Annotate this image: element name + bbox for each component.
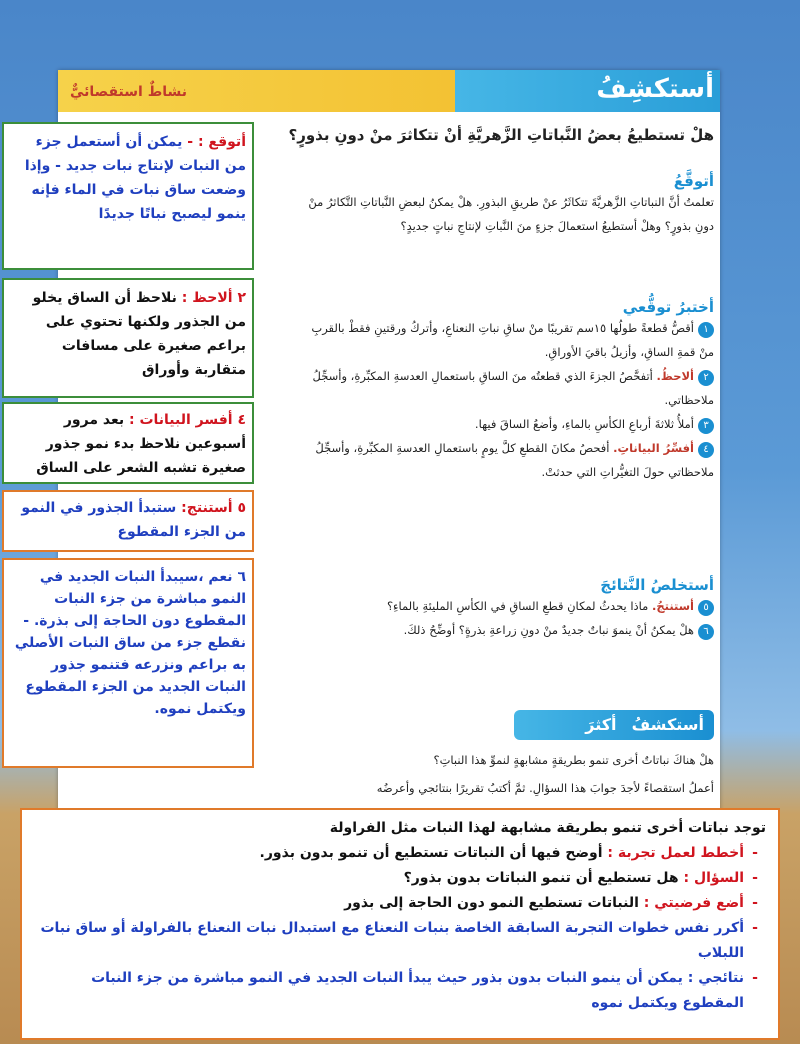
predict-text: تعلمتُ أنَّ النباتاتِ الزَّهريَّةَ تتكاثَرُ عنْ طريقِ البذورِ. هلْ يمكنُ لبعضِ النَّباتاتِ التَّكاثرُ منْ دونِ بذورٍ؟ وهلْ أستطيعُ استعمالَ جزءٍ منَ النَّباتِ لإنتاجِ نباتٍ جديدٍ؟ <box>308 195 714 233</box>
box-text: ستبدأ الجذور في النمو من الجزء المقطوع <box>21 500 246 540</box>
list-item: - أخطط لعمل تجربة : أوضح فيها أن النباتات تستطيع أن تنمو بدون بذور. <box>259 845 758 861</box>
step-item: ٣أملأُ ثلاثةَ أرباعِ الكأسِ بالماءِ، وأضعُ الساقَ فيها. <box>304 412 714 436</box>
conclude-heading: أستخلصُ النَّتائجَ <box>600 576 714 594</box>
box-number: ٤ <box>237 412 246 428</box>
box-label: ألاحظ : <box>181 290 233 306</box>
answer-box-explore-more <box>20 808 780 1040</box>
test-heading: أختبرُ توقُّعي <box>622 298 714 316</box>
answer-box-interpret <box>2 402 254 484</box>
answer-box-predict <box>2 122 254 270</box>
answer-box-conclude <box>2 490 254 552</box>
box-text: بعد مرور أسبوعين نلاحظ بدء نمو جذور صغيرة تشبه الشعر على الساق <box>36 412 246 476</box>
box-text: يمكن أن أستعمل جزء من النبات لإنتاج نبات جديد - وإذا وضعت ساق نبات في الماء فإنه ينمو ليصبح نباتًا جديدًا <box>24 134 246 222</box>
explore-more-text: أعملُ استقصاءً لأجدَ جوابَ هذا السؤالِ. ثمَّ أكتبُ تقريرًا بنتائجي وأعرضُه <box>376 781 714 795</box>
explore-more-question: هلْ هناكَ نباتاتٌ أخرى تنمو بطريقةٍ مشابهةٍ لنموِّ هذا النباتِ؟ <box>433 753 714 767</box>
header-title: أستكشِفُ <box>596 74 714 104</box>
box-intro: توجد نباتات أخرى تنمو بطريقة مشابهة لهذا النبات مثل الفراولة <box>329 820 766 836</box>
box-number: ٢ <box>237 290 246 306</box>
test-section <box>304 298 714 484</box>
predict-section <box>304 172 714 238</box>
step-item: ٢ألاحظُ. أتفحَّصُ الجزءَ الذي قطعتُه منَ الساقِ باستعمالِ العدسةِ المكبِّرةِ، وأسجِّلُ ملاحظاتي. <box>312 369 714 407</box>
answer-box-observe <box>2 278 254 398</box>
box-label: أستنتج: <box>181 500 233 516</box>
box-label: أتوقع : - <box>187 134 246 150</box>
explore-more-bar: أستكشفُ أكثرَ <box>514 710 714 740</box>
list-item: - السؤال : هل تستطيع أن تنمو النباتات بدون بذور؟ <box>403 870 758 886</box>
box-text: نلاحظ أن الساق يخلو من الجذور ولكنها تحتوي على براعم صغيرة على مسافات متقاربة وأوراق <box>32 290 246 378</box>
conclude-item: ٦هلْ يمكنُ أنْ ينموَ نباتٌ جديدٌ منْ دونِ زراعةِ بذرةٍ؟ أوضِّحُ ذلكَ. <box>304 618 714 642</box>
header-subtitle: نشاطٌ استقصائيٌّ <box>70 84 188 100</box>
box-label: أفسر البيانات : <box>128 412 233 428</box>
conclude-section <box>304 576 714 642</box>
step-item: ٤أفسِّرُ البياناتِ. أفحصُ مكانَ القطعِ كلَّ يومٍ باستعمالِ العدسةِ المكبِّرةِ، وأسجِّلُ ملاحظاتي حولَ التغيُّراتِ التي حدثتْ. <box>315 441 714 479</box>
conclude-item: ٥أستنتجُ. ماذا يحدثُ لمكانِ قطعِ الساقِ في الكأسِ المليئةِ بالماءِ؟ <box>304 594 714 618</box>
predict-heading: أتوقَّعُ <box>673 172 714 190</box>
box-number: ٥ <box>237 500 246 516</box>
list-item: - أكرر نفس خطوات التجربة السابقة الخاصة بنبات النعناع مع استبدال نبات النعناع بالفراولة أو ساق نبات اللبلاب <box>40 920 758 961</box>
list-item: - أضع فرضيتي : النباتات تستطيع النمو دون الحاجة إلى بذور <box>344 895 758 911</box>
answer-box-q6 <box>2 558 254 768</box>
step-item: ١أقصُّ قطعةً طولُها ١٥سم تقريبًا منْ ساقِ نباتِ النعناعِ، وأتركُ ورقتينِ فقطْ بالقربِ منْ قمةِ الساقِ، وأزيلُ باقيَ الأوراقِ. <box>311 321 714 359</box>
list-item: - نتائجي : يمكن أن ينمو النبات بدون بذور حيث يبدأ النبات الجديد في النمو مباشرة من جزء النبات المقطوع ويكتمل نموه <box>91 970 758 1011</box>
page-question: هلْ تستطيعُ بعضُ النَّباتاتِ الزَّهريَّةِ أنْ تتكاثرَ منْ دونِ بذورٍ؟ <box>288 126 714 144</box>
box-text: ٦ نعم ،سيبدأ النبات الجديد في النمو مباشرة من جزء النبات المقطوع دون الحاجة إلى بذرة. - نقطع جزء من ساق النبات الأصلي به براعم ونزرعه فتنمو جذور النبات الجديد من الجزء المقطوع ويكتمل نموه. <box>14 569 246 717</box>
